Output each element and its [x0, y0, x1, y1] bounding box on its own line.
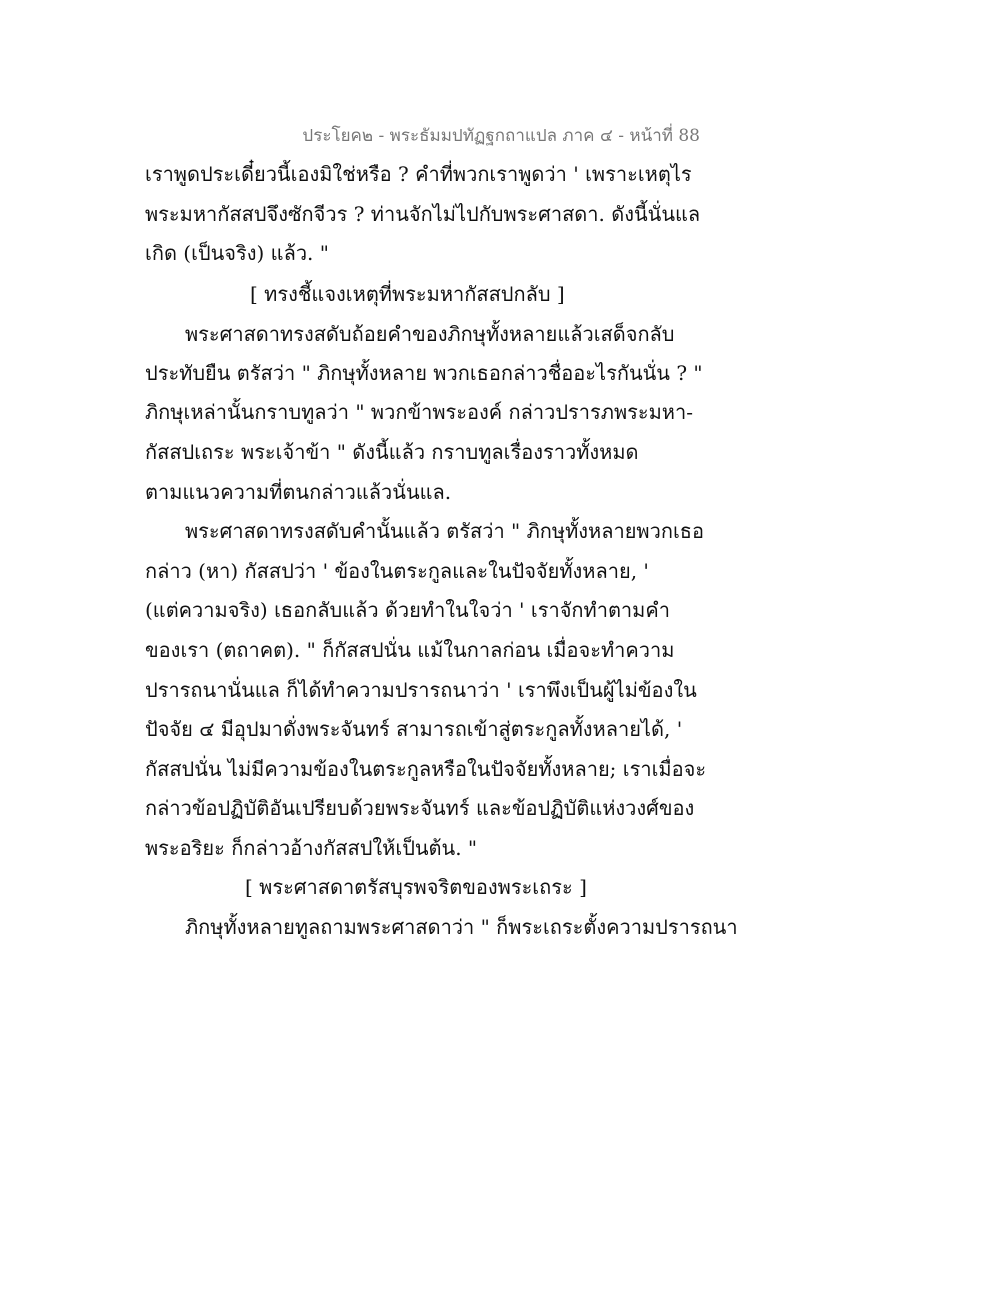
section-heading: [ ทรงชี้แจงเหตุที่พระมหากัสสปกลับ ]	[250, 282, 565, 306]
paragraph-first-line: ภิกษุทั้งหลายทูลถามพระศาสดาว่า " ก็พระเถระตั้งความปรารถนา	[185, 915, 738, 939]
section-heading: [ พระศาสดาตรัสบุรพจริตของพระเถระ ]	[245, 875, 587, 899]
text-line: เราพูดประเดี๋ยวนี้เองมิใช่หรือ ? คำที่พวกเราพูดว่า ' เพราะเหตุไร	[145, 162, 692, 186]
text-line: กล่าวข้อปฏิบัติอันเปรียบด้วยพระจันทร์ และข้อปฏิบัติแห่งวงศ์ของ	[145, 796, 695, 820]
paragraph-first-line: พระศาสดาทรงสดับถ้อยคำของภิกษุทั้งหลายแล้วเสด็จกลับ	[185, 322, 675, 346]
text-line: พระมหากัสสปจึงซักจีวร ? ท่านจักไม่ไปกับพระศาสดา. ดังนี้นั่นแล	[145, 202, 701, 226]
text-line: ปรารถนานั่นแล ก็ได้ทำความปรารถนาว่า ' เราพึงเป็นผู้ไม่ข้องใน	[145, 678, 697, 702]
text-line: ภิกษุเหล่านั้นกราบทูลว่า " พวกข้าพระองค์ กล่าวปรารภพระมหา-	[145, 400, 693, 424]
text-line: ประทับยืน ตรัสว่า " ภิกษุทั้งหลาย พวกเธอกล่าวชื่ออะไรกันนั่น ? "	[145, 361, 703, 385]
text-line: ปัจจัย ๔ มีอุปมาดั่งพระจันทร์ สามารถเข้าสู่ตระกูลทั้งหลายได้, '	[145, 717, 683, 741]
paragraph-first-line: พระศาสดาทรงสดับคำนั้นแล้ว ตรัสว่า " ภิกษุทั้งหลายพวกเธอ	[185, 519, 704, 543]
text-line: กัสสปนั่น ไม่มีความข้องในตระกูลหรือในปัจจัยทั้งหลาย; เราเมื่อจะ	[145, 757, 707, 781]
text-line: พระอริยะ ก็กล่าวอ้างกัสสปให้เป็นต้น. "	[145, 836, 478, 860]
text-line: กัสสปเถระ พระเจ้าข้า " ดังนี้แล้ว กราบทูลเรื่องราวทั้งหมด	[145, 440, 639, 464]
text-line: (แต่ความจริง) เธอกลับแล้ว ด้วยทำในใจว่า ' เราจักทำตามคำ	[145, 598, 670, 622]
text-line: ตามแนวความที่ตนกล่าวแล้วนั่นแล.	[145, 480, 452, 504]
text-line: เกิด (เป็นจริง) แล้ว. "	[145, 241, 329, 265]
text-line: ของเรา (ตถาคต). " ก็กัสสปนั่น แม้ในกาลก่อน เมื่อจะทำความ	[145, 638, 675, 662]
running-header: ประโยค๒ - พระธัมมปทัฏฐกถาแปล ภาค ๔ - หน้าที่ 88	[302, 126, 700, 146]
text-line: กล่าว (หา) กัสสปว่า ' ข้องในตระกูลและในปัจจัยทั้งหลาย, '	[145, 559, 649, 583]
